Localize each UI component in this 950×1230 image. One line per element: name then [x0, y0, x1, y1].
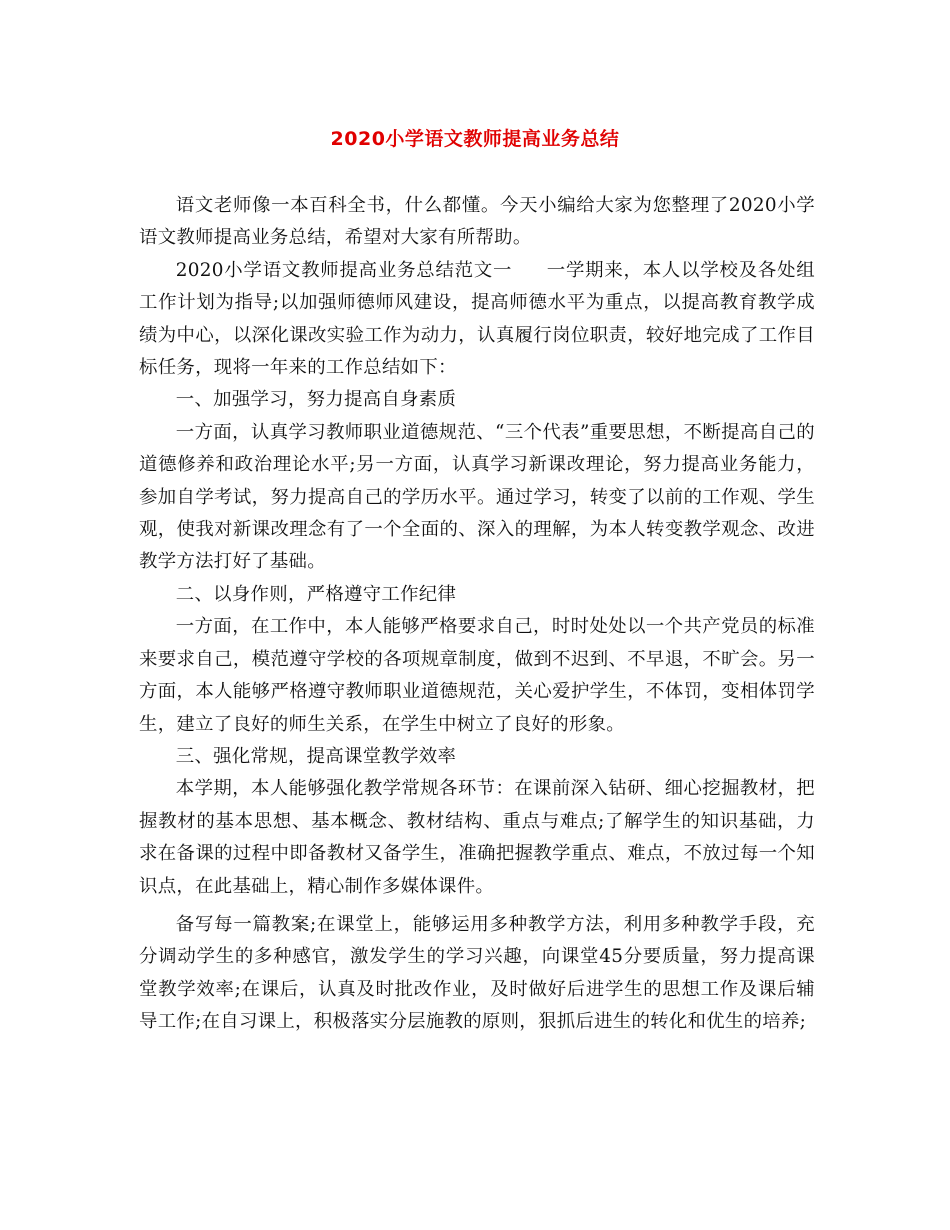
- document-body: [139, 190, 815, 1039]
- document-title: 2020小学语文教师提高业务总结: [330, 128, 620, 150]
- section-paragraph-4: 备写每一篇教案;在课堂上，能够运用多种教学方法，利用多种教学手段，充分调动学生的多种感官，激发学生的学习兴趣，向课堂45分要质量，努力提高课堂教学效率;在课后，认真及时批改作业，及时做好后进学生的思想工作及课后辅导工作;在自习课上，积极落实分层施教的原则，狠抓后进生的转化和优生的培养;: [139, 913, 815, 1033]
- section-paragraph-1: 一方面，认真学习教师职业道德规范、“三个代表”重要思想，不断提高自己的道德修养和政治理论水平;另一方面，认真学习新课改理论，努力提高业务能力，参加自学考试，努力提高自己的学历水平。通过学习，转变了以前的工作观、学生观，使我对新课改理念有了一个全面的、深入的理解，为本人转变教学观念、改进教学方法打好了基础。: [139, 421, 815, 573]
- section-heading-2: 二、以身作则，严格遵守工作纪律: [175, 583, 457, 605]
- section-heading-3: 三、强化常规，提高课堂教学效率: [175, 745, 457, 767]
- section-heading-1: 一、加强学习，努力提高自身素质: [175, 389, 457, 411]
- sample-heading: 2020小学语文教师提高业务总结范文一: [175, 259, 513, 281]
- sample-paragraph: [139, 255, 815, 385]
- intro-paragraph: 语文老师像一本百科全书，什么都懂。今天小编给大家为您整理了2020小学语文教师提高业务总结，希望对大家有所帮助。: [139, 195, 815, 249]
- section-paragraph-2: 一方面，在工作中，本人能够严格要求自己，时时处处以一个共产党员的标准来要求自己，模范遵守学校的各项规章制度，做到不迟到、不早退，不旷会。另一方面，本人能够严格遵守教师职业道德规范，关心爱护学生，不体罚，变相体罚学生，建立了良好的师生关系，在学生中树立了良好的形象。: [139, 616, 815, 735]
- section-paragraph-3: 本学期，本人能够强化教学常规各环节：在课前深入钻研、细心挖掘教材，把握教材的基本思想、基本概念、教材结构、重点与难点;了解学生的知识基础，力求在备课的过程中即备教材又备学生，准确把握教学重点、难点，不放过每一个知识点，在此基础上，精心制作多媒体课件。: [139, 778, 815, 897]
- sample-opening-text: 一学期来，本人以学校及各处组工作计划为指导;以加强师德师风建设，提高师德水平为重点，以提高教育教学成绩为中心，以深化课改实验工作为动力，认真履行岗位职责，较好地完成了工作目标任务，现将一年来的工作总结如下：: [139, 259, 815, 379]
